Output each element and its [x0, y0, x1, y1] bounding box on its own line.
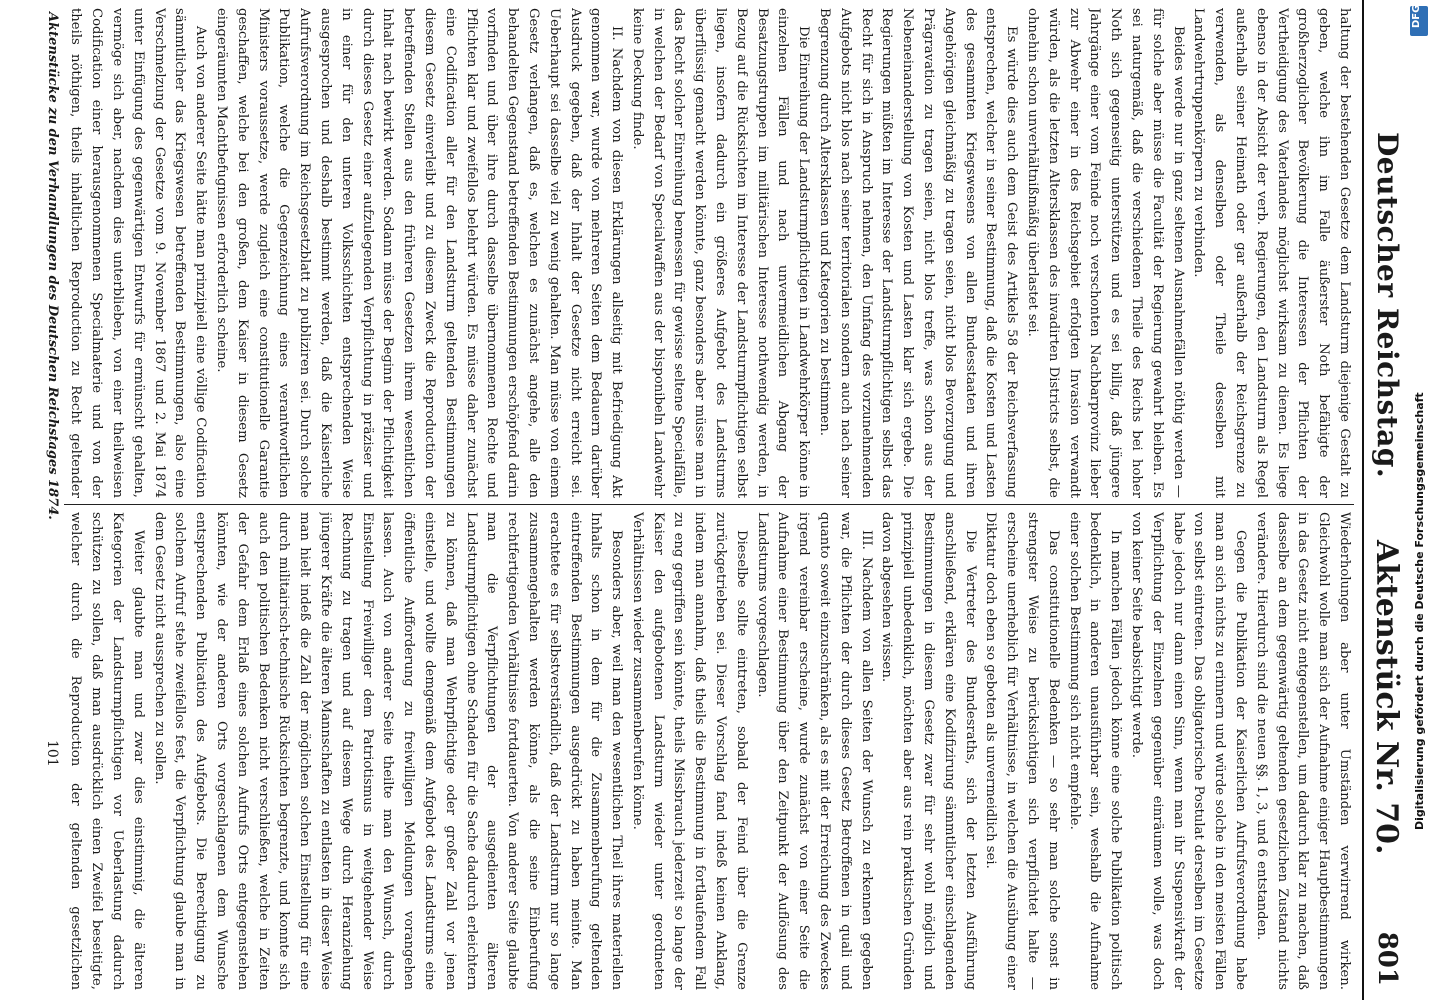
paragraph: Gegen die Publikation der Kaiserlichen Aufrufsverordnung habe man an sich nichts zu erinnern und würde solche in den meisten Fällen von selbst eintreten. Das obligatorische Postulat derselben im Gesetze habe jedoch nur dann einen Sinn, wenn man ihr Suspensivkraft der Verpflichtung der Einzelnen gegenüber einräumen wolle, was doch von keiner Seite beabsichtigt werde. [1129, 512, 1249, 990]
paragraph: Besonders aber, weil man den wesentlichen Theil ihres materiellen Inhalts schon in dem für die Zusammenberufung geltenden eintreffenden Bestimmungen ausgedrückt zu haben meinte. Man erachtete es für selbstverständlich, daß der Landsturm nur so lange zusammengehalten werden könne, als die seine Einberufung rechtfertigenden Verhältnisse fortdauerten. Von anderer Seite glaubte man die Verpflichtungen der ausgedienten älteren Landsturmpflichtigen ohne Schaden für die Sache dadurch erleichtern zu können, daß man Wehrpflichtige oder großer Zahl vor jenen einstelle, und wollte demgemäß dem Aufgebot des Landsturms eine öffentliche Aufforderung zu freiwilligen Meldungen vorangehen lassen. Auch von anderer Seite theilte man den Wunsch, durch Einstellung Freiwilliger dem Patriotismus in weitgehender Weise Rechnung zu tragen und auf diesem Wege durch Heranziehung jüngerer Kräfte die älteren Mannschaften zu entlasten in dieser Weise man hielt indeß die Zahl der möglichen solchen Einstellung für eine durch militairisch-technische Rücksichten begrenzte, und konnte sich auch den politischen Bedenken nicht verschließen, welche in Zeiten der Gefahr dem Erlaß eines solchen Aufrufs Orts entgegenstehen könnten, wie der anderen Orts vorgeschlagenen dem Wunsche entsprechenden Publication des Aufgebots. Die Berechtigung zu solchem Aufruf stehe zweifellos fest, die Verpflichtung glaube man in dem Gesetz nicht aussprechen zu sollen. [151, 512, 625, 990]
paragraph: Auch von anderer Seite hätte man prinzipiell eine völlige Codification sämmtlicher das Kriegswesen betreffenden Bestimmungen, also eine Verschmelzung der Gesetze vom 9. November 1867 und 2. Mai 1874 unter Einfügung des gegenwärtigen Entwurfs für ermünscht gehalten, vermöge sich aber, nachdem dies unterblieben, von einer theilweisen Codification einer herausgenommenen Specialmaterie und von der theils nöthigen, theils inhaltlichen Reproduction zu Recht geltender [68, 8, 209, 498]
text-column-left [64, 8, 1354, 498]
dfg-logo-text: DFG [1411, 4, 1422, 28]
footer-signature-number: 101 [44, 740, 60, 767]
column-divider [64, 504, 1354, 505]
paragraph: Wiederholungen aber unter Umständen verwirrend wirken. Gleichwohl wolle man sich der Aufnahme einiger Hauptbestimmungen in das Gesetz nicht entgegenstellen, um dadurch klar zu machen, daß dasselbe an dem gegenwärtig geltenden gesetzlichen Zustand nichts verändere. Hierdurch sind die neuen §§. 1, 3, und 6 entstanden. [1253, 512, 1352, 990]
paragraph: Es würde dies auch dem Geist des Artikels 58 der Reichsverfassung entsprechen, welcher in seiner Bestimmung, daß die Kosten und Lasten des gesammten Kriegswesens von allen Bundesstaaten und ihren Angehörigen gleichmäßig zu tragen seien, nicht blos Bevorzugung und Prägravation zu tragen seien, nicht blos treffe, was schon aus der Nebeneinanderstellung von Kosten und Lasten klar sich ergebe. Die Regierungen müßten im Interesse der Landsturmpflichtigen selbst das Recht für sich in Anspruch nehmen, den Umfang des vorzunehmenden Aufgebots nicht blos nach seiner territorialen sondern auch nach seiner Begrenzung durch Altersklassen und Kategorien zu bestimmen. [817, 8, 1020, 498]
dfg-logo [1410, 6, 1428, 36]
paragraph: haltung der bestehenden Gesetze dem Landsturm diejenige Gestalt zu geben, welche ihn im Falle äußerster Noth befähigte der großherzoglicher Bevölkerung die Interessen der Pflichten der Vertheidigung des Vaterlandes möglichst wirksam zu dienen. Es liege ebenso in der Absicht der verb. Regierungen, den Landsturm als Regel außerhalb seiner Heimath oder gar außerhalb der Reichsgrenze zu verwenden, als denselben oder Theile desselben mit Landwehrtruppenkörpern zu verbinden. [1191, 8, 1352, 498]
dfg-attribution-text: Digitalisierung gefördert durch die Deutsche Forschungsgemeinschaft [1413, 392, 1426, 830]
text-column-right [64, 512, 1354, 990]
paragraph: Das constitutionelle Bedenken — so sehr man solche sonst in strengster Weise zu berücksichtigen sich verpflichtet halte — erscheine unerheblich für Verhältnisse, in welchen die Ausübung einer Diktatur doch eben so geboten als unvermeidlich sei. [983, 512, 1061, 990]
running-head-document-number: Aktenstück Nr. 70. [1369, 540, 1404, 855]
running-head-title: Deutscher Reichstag. [1371, 132, 1404, 479]
page-number: 801 [1372, 931, 1402, 986]
paragraph: Beides werde nur in ganz seltenen Ausnahmefällen nöthig werden — für solche aber müsse die Facultät der Regierung gewahrt bleiben. Es sei naturgemäß, daß die verschiedenen Theile des Reichs bei hoher Noth sich gegenseitig unterstützen und es sei billig, daß jüngere Jahrgänge einer vom Feinde noch verschonten Nachbarprovinz lieber zur Abwehr einer in des Reichsgebiet erfolgten Invasion verwandt würden, als die letzten Altersklassen des invadirten Districts selbst, die ohnehin schon unverhältnißmäßig überlastet sei. [1025, 8, 1186, 498]
paragraph: Weiter glaubte man und zwar dies einstimmig, die älteren Kategorien der Landsturmpflichtigen vor Ueberlastung dadurch schützen zu sollen, daß man ausdrücklich einen Zweifel beseitigte, welcher durch die Reproduction der geltenden gesetzlichen [68, 512, 146, 990]
paragraph: Die Vertreter des Bundesraths, sich der letzten Ausführung anschließend, erklären eine Kodifizirung sämmtlicher einschlagenden Bestimmungen in diesem Gesetz zwar für sehr wohl möglich und prinzipiell unbedenklich, möchten aber aus rein praktischen Gründen davon abgesehen wissen. [879, 512, 978, 990]
paragraph: Die Einreihung der Landsturmpflichtigen in Landwehrkörper könne in einzelnen Fällen und nach unvermeidlichen Abgang der Besatzungstruppen im militärischen Interesse nothwendig werden, in Bezug auf die Rücksichten im Interesse der Landsturmpflichtigen selbst liegen, insofern dadurch ein größeres Aufgebot des Landsturms überflüssig gemacht werden könnte, ganz besonders aber müsse man in das Recht solcher Einreihung bemessen für gewisse seltene Specialfälle, in welchen der Bedarf von Specialwaffen aus der bisponibeln Landwehr keine Deckung finde. [629, 8, 812, 498]
running-head [1362, 0, 1408, 1000]
paragraph: II. Nachdem von diesen Erklärungen allseitig mit Befriedigung Akt genommen war, wurde von mehreren Seiten dem Bedauern darüber Ausdruck gegeben, daß der Inhalt der Gesetze nicht erreicht sei. Ueberhaupt sei dasselbe viel zu wenig gehalten. Man müsse von einem Gesetz verlangen, daß es, welchen es zunächst angehe, alle den behandelten Gegenstand betreffenden Bestimmungen erschöpfend darin vorfinden und über ihre durch dasselbe übernommenen Rechte und Pflichten klar und zweifellos belehrt würden. Es müsse daher zunächst eine Codification aller für den Landsturm geltenden Bestimmungen diesem Gesetz einverleibt und zu diesem Zweck die Reproduction der betreffenden Stellen aus den früheren Gesetzen ihrem wesentlichen Inhalt nach bewirkt werden. Sodann müsse der Beginn der Pflichtigkeit durch dieses Gesetz einer aufzulegenden Verpflichtung in präziser und in einer für den unteren Volksschichten entsprechenden Weise ausgesprochen und deshalb bestimmt werden, daß die Kaiserliche Aufrufsverordnung im Reichsgesetzblatt zu publiziren sei. Durch solche Publikation, welche die Gegenzeichnung eines verantwortlichen Ministers voraussetze, werde zugleich eine constitutionelle Garantie geschaffen, welche bei den großen, dem Kaiser in diesem Gesetz eingeräumten Machtbefugnissen erforderlich scheine. [213, 8, 625, 498]
paragraph: Dieselbe sollte eintreten, sobald der Feind über die Grenze zurückgetrieben sei. Dieser Vorschlag fand indeß keinen Anklang, indem man annahm, daß theils die Bestimmung in fortlaufendem Fall zu eng gegriffen sein könnte, theils Missbrauch jederzeit so lange der Kaiser den aufgebotenen Landsturm wieder unter geordneten Verhältnissen wieder zusammenberufen könne. [629, 512, 749, 990]
dfg-attribution-strip [1408, 0, 1432, 1000]
footer-citation: Aktenstücke zu den Verhandlungen des Deutschen Reichstages 1874. [45, 12, 60, 520]
paragraph: III. Nachdem von allen Seiten der Wunsch zu erkennen gegeben war, die Pflichten der durch dieses Gesetz Betroffenen in quali und quanto soweit einzuschränken, als es mit der Erreichung des Zweckes irgend vereinbar erscheine, wurde zunächst von einer Seite die Aufnahme einer Bestimmung über den Zeitpunkt der Auflösung des Landsturms vorgeschlagen. [754, 512, 874, 990]
paragraph: In manchen Fällen jedoch könne eine solche Publikation politisch bedenklich, in anderen unausführbar sein, weshalb die Aufnahme einer solchen Bestimmung sich nicht empfehle. [1066, 512, 1124, 990]
